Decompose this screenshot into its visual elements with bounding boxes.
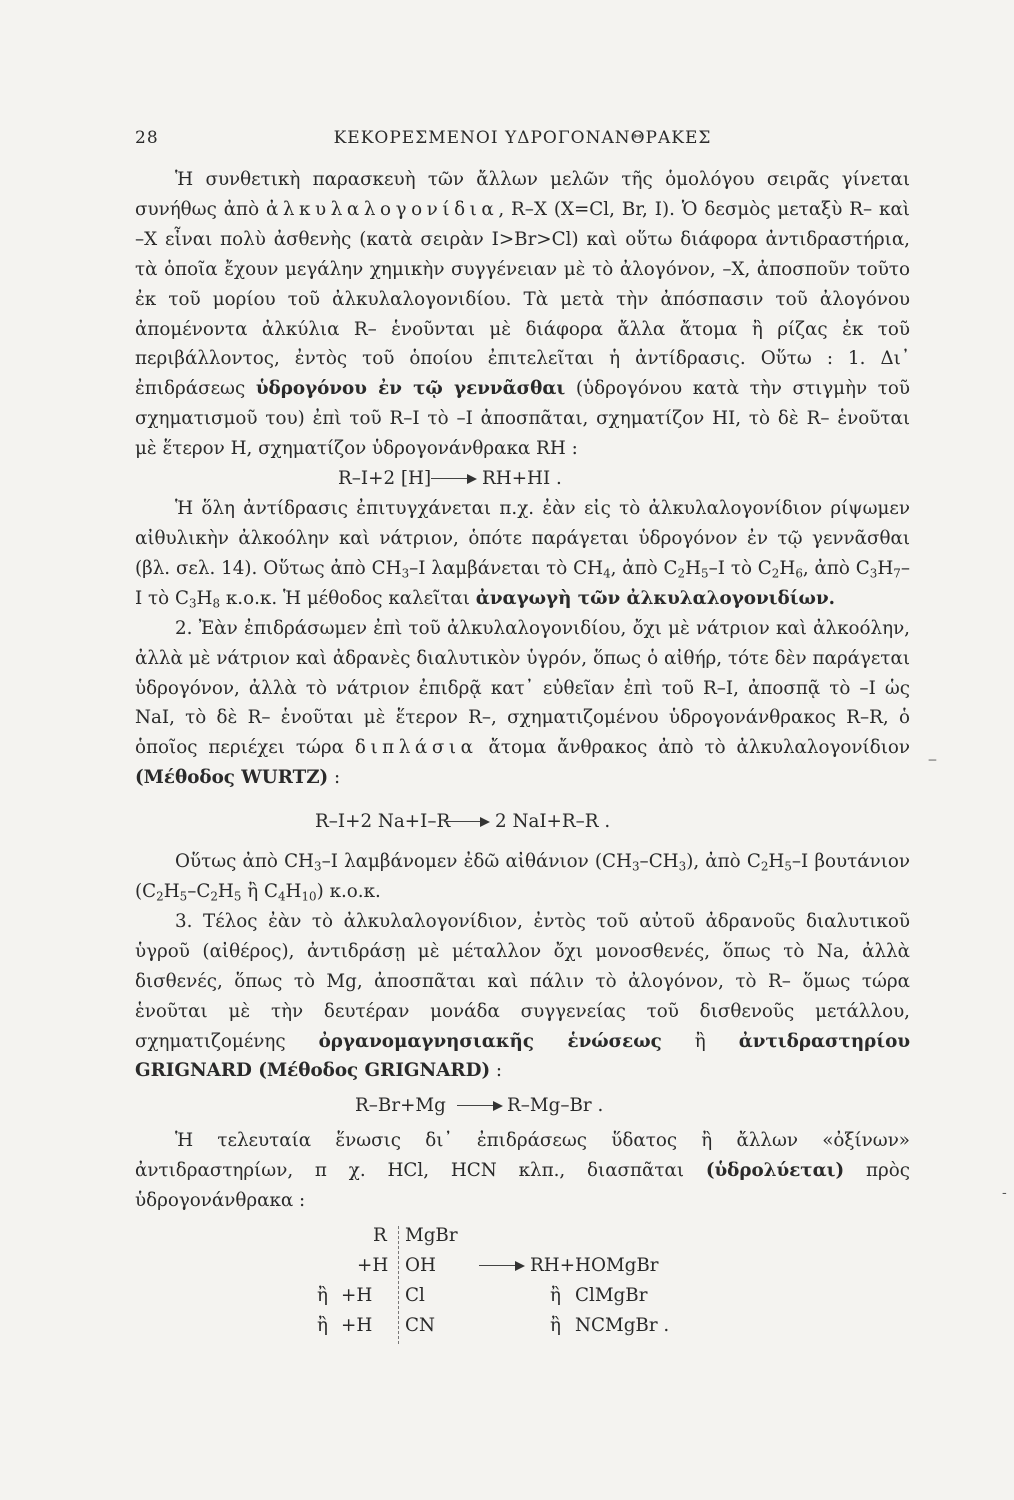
equation-reduction: R–I+2 [H] RH+HI . — [338, 468, 562, 490]
equation-grignard: R–Br+Mg R–Mg–Br . — [355, 1095, 604, 1117]
paragraph-wurtz: 2. Ἐὰν ἐπιδράσωμεν ἐπὶ τοῦ ἀλκυλαλογονιδίου, ὄχι μὲ νάτριον καὶ ἀλκοόλην, ἀλλὰ μὲ νάτριον καὶ ἀδρανὲς διαλυτικὸν ὑγρόν, ὅπως ὁ αἰθήρ, τότε δὲν παράγεται ὑδρογόνον, ἀλλὰ τὸ νάτριον ἐπιδρᾷ κατ᾽ εὐθεῖαν ἐπὶ τοῦ R–I, ἀποσπᾷ τὸ –I ὡς NaI, τὸ δὲ R– ἑνοῦται μὲ ἕτερον R–, σχηματιζομένου ὑδρογονάνθρακος R–R, ὁ ὁποῖος περιέχει τώρα διπλάσια ἄτομα ἄνθρακος ἀπὸ τὸ ἀλκυλαλογονίδιον (Μέθοδος WURTZ) : — [135, 617, 911, 789]
paragraph-hydrolysis: Ἡ τελευταία ἕνωσις δι᾽ ἐπιδράσεως ὕδατος ἢ ἄλλων «ὀξίνων» ἀντιδραστηρίων, π χ. HCl, HCN κλπ., διασπᾶται (ὑδρολύεται) πρὸς ὑδρογονάνθρακα : — [135, 1130, 910, 1212]
running-title: ΚΕΚΟΡΕΣΜΕΝΟΙ ΥΔΡΟΓΟΝΑΝΘΡΑΚΕΣ — [333, 128, 712, 148]
hydrolysis-scheme: R MgBr +H OH RH+HOMgBr ἢ +H Cl ἢ ClMgBr ἢ +H CN ἢ NCMgBr . — [135, 1222, 910, 1346]
paragraph-wurtz-examples: Οὕτως ἀπὸ $CH_3-I$ λαμβάνομεν ἐδῶ αἰθάνιον $(CH_3-CH_3)$, ἀπὸ $C_2H_5-I$ βουτάνιον ($C_2H_5-C_2H_5$ ἢ $C_4H_{10}$) κ.ο.κ. — [135, 851, 910, 904]
page-body — [135, 165, 910, 1346]
equation-wurtz: R–I+2 Na+I–R 2 NaI+R–R . — [315, 811, 611, 833]
paragraph-grignard: 3. Τέλος ἐὰν τὸ ἀλκυλαλογονίδιον, ἐντὸς τοῦ αὐτοῦ ἀδρανοῦς διαλυτικοῦ ὑγροῦ (αἰθέρος), ἀντιδράσῃ μὲ μέταλλον ὄχι μονοσθενές, ὅπως τὸ Na, ἀλλὰ δισθενές, ὅπως τὸ Mg, ἀποσπᾶται καὶ πάλιν τὸ ἀλογόνον, τὸ R– ὅμως τώρα ἑνοῦται μὲ τὴν δευτέραν μονάδα συγγενείας τοῦ δισθενοῦς μετάλλου, σχηματιζομένης ὀργανομαγνησιακῆς ἑνώσεως ἢ ἀντιδραστηρίου GRIGNARD (Μέθοδος GRIGNARD) : — [135, 910, 911, 1082]
margin-mark: ‑ — [1002, 1185, 1007, 1201]
margin-mark: ‒ — [928, 752, 937, 768]
page-header — [135, 128, 910, 158]
page-number: 28 — [135, 128, 159, 148]
separator-line — [398, 1226, 399, 1344]
paragraph-synthesis: Ἡ συνθετικὴ παρασκευὴ τῶν ἄλλων μελῶν τῆς ὁμολόγου σειρᾶς γίνεται συνήθως ἀπὸ ἀλκυλαλογονίδια, R–X (X=Cl, Br, I). Ὁ δεσμὸς μεταξὺ R– καὶ –X εἶναι πολὺ ἀσθενὴς (κατὰ σειρὰν I>Br>Cl) καὶ οὕτω διάφορα ἀντιδραστήρια, τὰ ὁποῖα ἔχουν μεγάλην χημικὴν συγγένειαν μὲ τὸ ἀλογόνον, –X, ἀποσποῦν τοῦτο ἐκ τοῦ μορίου τοῦ ἀλκυλαλογονιδίου. Τὰ μετὰ τὴν ἀπόσπασιν τοῦ ἀλογόνου ἀπομένοντα ἀλκύλια R– ἑνοῦνται μὲ διάφορα ἄλλα ἄτομα ἢ ρίζας ἐκ τοῦ περιβάλλοντος, ἐντὸς τοῦ ὁποίου ἐπιτελεῖται ἡ ἀντίδρασις. Οὕτω : 1. Δι᾽ ἐπιδράσεως ὑδρογόνου ἐν τῷ γεννᾶσθαι (ὑδρογόνου κατὰ τὴν στιγμὴν τοῦ σχηματισμοῦ του) ἐπὶ τοῦ R–I τὸ –I ἀποσπᾶται, σχηματίζον HI, τὸ δὲ R– ἑνοῦται μὲ ἕτερον H, σχηματίζον ὑδρογονάνθρακα RH : — [135, 169, 911, 460]
paragraph-reduction: Ἡ ὅλη ἀντίδρασις ἐπιτυγχάνεται π.χ. ἐὰν εἰς τὸ ἀλκυλαλογονίδιον ρίψωμεν αἰθυλικὴν ἀλκοόλην καὶ νάτριον, ὁπότε παράγεται ὑδρογόνον ἐν τῷ γεννᾶσθαι (βλ. σελ. 14). Οὕτως ἀπὸ $CH_3-I$ λαμβάνεται τὸ $CH_4$, ἀπὸ $C_2H_5-I$ τὸ $C_2H_6$, ἀπὸ $C_3H_7-I$ τὸ $C_3H_8$ κ.ο.κ. Ἡ μέθοδος καλεῖται ἀναγωγὴ τῶν ἀλκυλαλογονιδίων. — [135, 498, 910, 611]
